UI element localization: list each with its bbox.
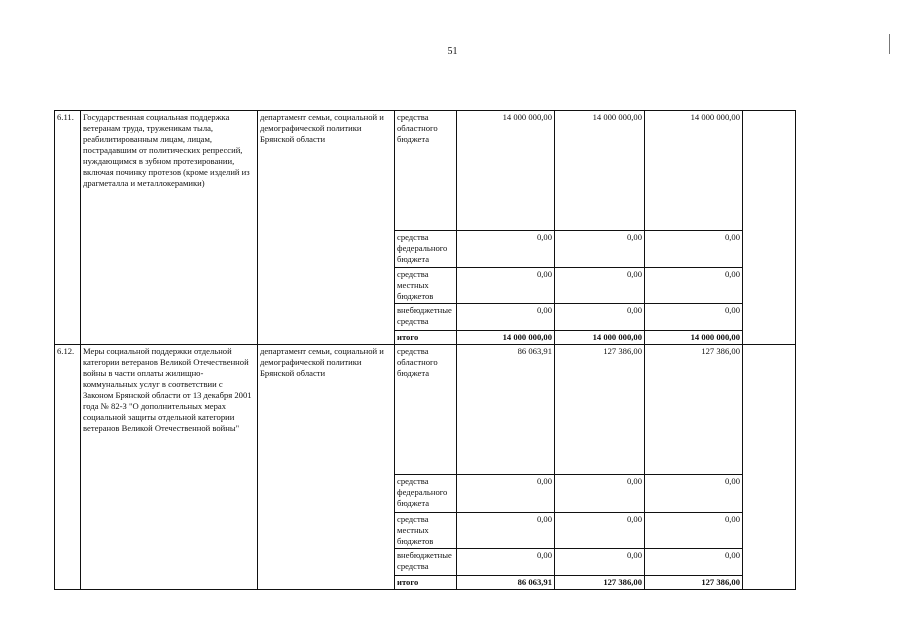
amount-cell: 14 000 000,00 [645,111,743,231]
total-amount-cell: 14 000 000,00 [645,331,743,345]
amount-cell: 14 000 000,00 [457,111,555,231]
section-code: 6.11. [55,111,81,345]
table-row [55,345,796,475]
funding-source-total: итого [395,331,457,345]
funding-source: внебюджетные средства [395,549,457,576]
amount-cell: 0,00 [645,475,743,513]
total-amount-cell: 127 386,00 [555,576,645,590]
amount-cell: 0,00 [645,268,743,304]
section-executor: департамент семьи, социальной и демографической политики Брянской области [258,111,395,345]
funding-source: средства федерального бюджета [395,475,457,513]
table-row [55,111,796,231]
total-amount-cell: 14 000 000,00 [555,331,645,345]
amount-cell: 0,00 [555,549,645,576]
total-amount-cell: 127 386,00 [645,576,743,590]
funding-source: средства областного бюджета [395,345,457,475]
amount-cell: 0,00 [645,513,743,549]
budget-table [54,110,796,590]
funding-source-total: итого [395,576,457,590]
scan-edge-mark [889,34,890,54]
amount-cell: 0,00 [555,304,645,331]
amount-cell: 0,00 [555,513,645,549]
amount-cell: 0,00 [457,231,555,268]
empty-cell [743,345,796,590]
amount-cell: 14 000 000,00 [555,111,645,231]
total-amount-cell: 14 000 000,00 [457,331,555,345]
section-executor: департамент семьи, социальной и демографической политики Брянской области [258,345,395,590]
amount-cell: 0,00 [645,304,743,331]
page-number: 51 [447,46,458,57]
funding-source: средства местных бюджетов [395,513,457,549]
funding-source: средства областного бюджета [395,111,457,231]
section-title: Меры социальной поддержки отдельной категории ветеранов Великой Отечественной войны в части оплаты жилищно-коммунальных услуг в соответствии с Законом Брянской области от 13 декабря 2001 года № 82-З "О дополнительных мерах социальной защиты отдельной категории ветеранов Великой Отечественной войны" [81,345,258,590]
amount-cell: 0,00 [457,304,555,331]
amount-cell: 0,00 [457,513,555,549]
amount-cell: 0,00 [645,231,743,268]
funding-source: средства федерального бюджета [395,231,457,268]
amount-cell: 0,00 [645,549,743,576]
section-title: Государственная социальная поддержка ветеранам труда, труженикам тыла, реабилитированным лицам, лицам, пострадавшим от политических репрессий, нуждающимся в зубном протезировании, включая починку протезов (кроме изделий из драгметалла и металлокерамики) [81,111,258,345]
section-code: 6.12. [55,345,81,590]
amount-cell: 86 063,91 [457,345,555,475]
amount-cell: 0,00 [555,475,645,513]
amount-cell: 0,00 [457,268,555,304]
amount-cell: 0,00 [457,475,555,513]
amount-cell: 127 386,00 [645,345,743,475]
amount-cell: 0,00 [555,231,645,268]
amount-cell: 0,00 [457,549,555,576]
amount-cell: 0,00 [555,268,645,304]
empty-cell [743,111,796,345]
amount-cell: 127 386,00 [555,345,645,475]
total-amount-cell: 86 063,91 [457,576,555,590]
funding-source: средства местных бюджетов [395,268,457,304]
funding-source: внебюджетные средства [395,304,457,331]
